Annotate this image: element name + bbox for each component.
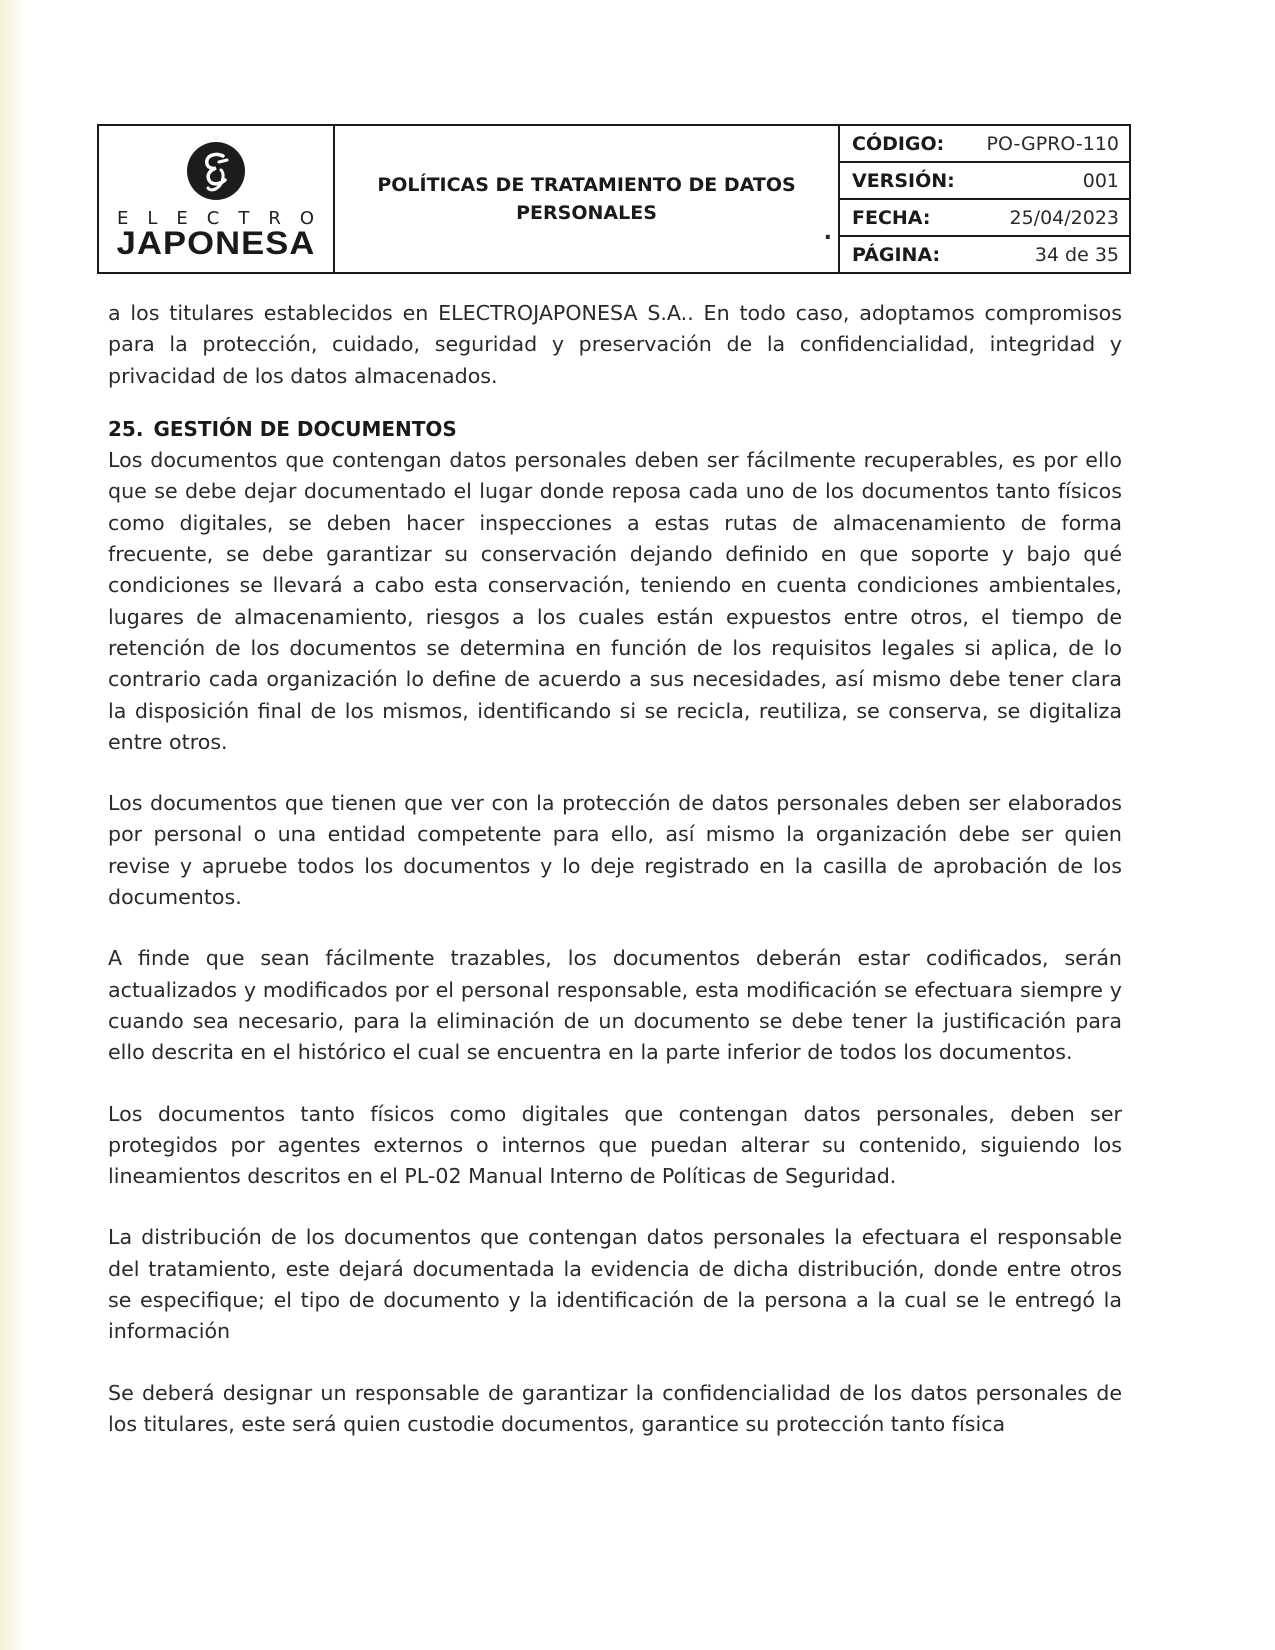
meta-row-fecha [840,200,1129,237]
meta-label: FECHA: [852,206,931,229]
section-number: 25. [108,416,144,441]
intro-paragraph: a los titulares establecidos en ELECTROJAPONESA S.A.. En todo caso, adoptamos compromisos para la protección, cuidado, seguridad y preservación de la confidencialidad, integridad y privacidad de los datos almacenados. [108,301,1122,388]
electrojaponesa-logo-icon [185,140,247,202]
document-body [108,298,1122,1470]
meta-value: 25/04/2023 [1009,206,1119,229]
company-logo [99,126,335,272]
section-heading [108,414,1122,445]
body-paragraph: Los documentos que contengan datos personales deben ser fácilmente recuperables, es por ello que se debe dejar documentado el lugar donde reposa cada uno de los documentos tanto físicos como digitales, se deben hacer inspecciones a estas rutas de almacenamiento de forma frecuente, se debe garantizar su conservación dejando definido en que soporte y bajo qué condiciones se llevará a cabo esta conservación, teniendo en cuenta condiciones ambientales, lugares de almacenamiento, riesgos a los cuales están expuestos entre otros, el tiempo de retención de los documentos se determina en función de los requisitos legales si aplica, de lo contrario cada organización lo define de acuerdo a sus necesidades, así mismo debe tener clara la disposición final de los mismos, identificando si se recicla, reutiliza, se conserva, se digitaliza entre otros. [108,448,1122,754]
logo-wordmark-top: ELECTRO [117,208,334,229]
meta-value: PO-GPRO-110 [986,132,1119,155]
meta-label: VERSIÓN: [852,169,955,192]
body-paragraph: Los documentos que tienen que ver con la protección de datos personales deben ser elaborados por personal o una entidad competente para ello, así mismo la organización debe ser quien revise y apruebe todos los documentos y lo deje registrado en la casilla de aprobación de los documentos. [108,791,1122,910]
scan-edge [0,0,24,1650]
meta-row-version [840,163,1129,200]
body-paragraph: Los documentos tanto físicos como digitales que contengan datos personales, deben ser protegidos por agentes externos o internos que puedan alterar su contenido, siguiendo los lineamientos descritos en el PL-02 Manual Interno de Políticas de Seguridad. [108,1101,1122,1189]
document-metadata [840,126,1129,272]
logo-wordmark-bottom: JAPONESA [116,225,316,261]
title-cell [335,126,840,272]
body-paragraph: La distribución de los documentos que contengan datos personales la efectuara el responsable del tratamiento, este dejará documentada la evidencia de dicha distribución, donde entre otros se especifique; el tipo de documento y la identificación de la persona a la cual se le entregó la información [108,1225,1122,1344]
meta-row-pagina [840,237,1129,272]
section-title: GESTIÓN DE DOCUMENTOS [153,416,457,441]
document-title: POLÍTICAS DE TRATAMIENTO DE DATOS PERSONALES [377,174,796,224]
meta-label: CÓDIGO: [852,132,945,155]
stray-mark: . [823,220,832,245]
meta-value: 001 [1082,169,1119,192]
meta-label: PÁGINA: [852,243,941,266]
body-paragraph: Se deberá designar un responsable de garantizar la confidencialidad de los datos personales de los titulares, este será quien custodie documentos, garantice su protección tanto física [108,1380,1122,1436]
body-paragraph: A finde que sean fácilmente trazables, los documentos deberán estar codificados, serán actualizados y modificados por el personal responsable, esta modificación se efectuara siempre y cuando sea necesario, para la eliminación de un documento se debe tener la justificación para ello descrita en el histórico el cual se encuentra en la parte inferior de todos los documentos. [108,946,1122,1065]
meta-row-codigo [840,126,1129,163]
document-header [97,124,1131,274]
meta-value: 34 de 35 [1034,243,1119,266]
